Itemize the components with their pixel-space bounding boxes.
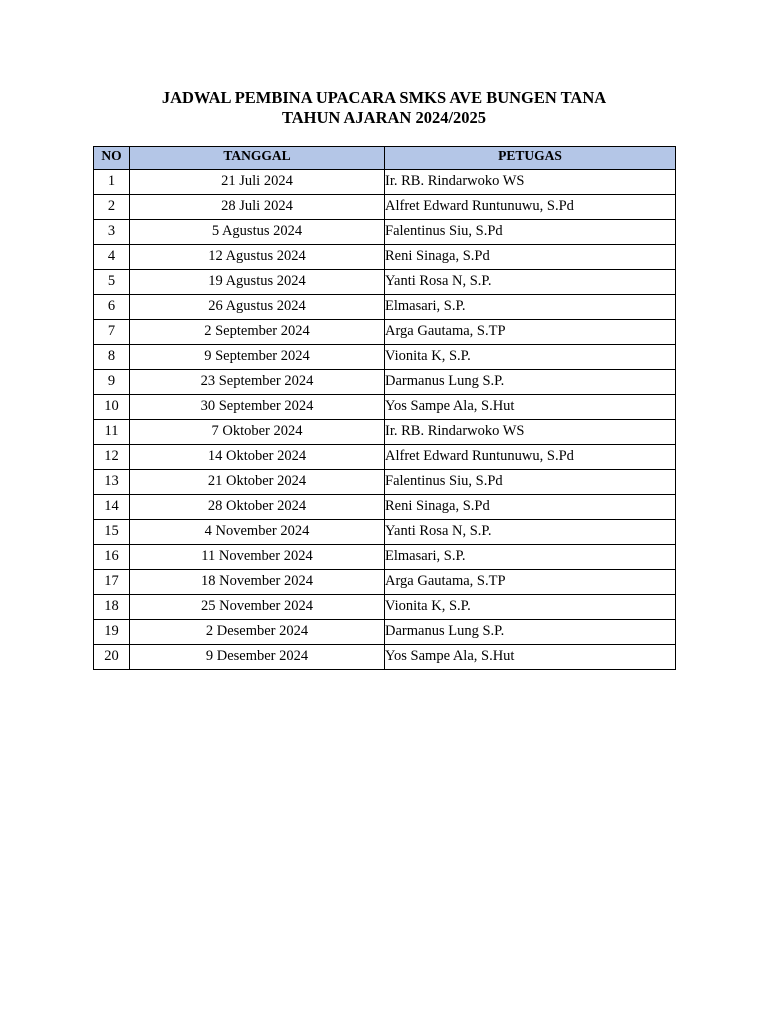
- table-row: [94, 295, 676, 320]
- date-cell: 12 Agustus 2024: [130, 245, 385, 270]
- schedule-table: [93, 146, 676, 670]
- row-number-cell: 18: [94, 595, 130, 620]
- table-row: [94, 345, 676, 370]
- officer-cell: Vionita K, S.P.: [385, 345, 676, 370]
- date-cell: 25 November 2024: [130, 595, 385, 620]
- table-row: [94, 170, 676, 195]
- row-number-cell: 4: [94, 245, 130, 270]
- officer-cell: Yos Sampe Ala, S.Hut: [385, 395, 676, 420]
- row-number-cell: 17: [94, 570, 130, 595]
- row-number-cell: 11: [94, 420, 130, 445]
- officer-cell: Arga Gautama, S.TP: [385, 320, 676, 345]
- officer-cell: Elmasari, S.P.: [385, 295, 676, 320]
- header-date: TANGGAL: [130, 147, 385, 170]
- header-row: [94, 147, 676, 170]
- row-number-cell: 6: [94, 295, 130, 320]
- table-row: [94, 220, 676, 245]
- table-row: [94, 245, 676, 270]
- date-cell: 2 Desember 2024: [130, 620, 385, 645]
- date-cell: 2 September 2024: [130, 320, 385, 345]
- officer-cell: Falentinus Siu, S.Pd: [385, 220, 676, 245]
- officer-cell: Vionita K, S.P.: [385, 595, 676, 620]
- date-cell: 26 Agustus 2024: [130, 295, 385, 320]
- row-number-cell: 13: [94, 470, 130, 495]
- row-number-cell: 2: [94, 195, 130, 220]
- row-number-cell: 8: [94, 345, 130, 370]
- date-cell: 14 Oktober 2024: [130, 445, 385, 470]
- row-number-cell: 14: [94, 495, 130, 520]
- table-row: [94, 545, 676, 570]
- row-number-cell: 15: [94, 520, 130, 545]
- date-cell: 19 Agustus 2024: [130, 270, 385, 295]
- header-officer: PETUGAS: [385, 147, 676, 170]
- table-row: [94, 195, 676, 220]
- row-number-cell: 9: [94, 370, 130, 395]
- table-row: [94, 420, 676, 445]
- officer-cell: Darmanus Lung S.P.: [385, 620, 676, 645]
- table-body: [94, 170, 676, 670]
- officer-cell: Yos Sampe Ala, S.Hut: [385, 645, 676, 670]
- officer-cell: Ir. RB. Rindarwoko WS: [385, 170, 676, 195]
- table-header: [94, 147, 676, 170]
- table-row: [94, 270, 676, 295]
- title-line-1: JADWAL PEMBINA UPACARA SMKS AVE BUNGEN TANA: [161, 88, 607, 107]
- row-number-cell: 3: [94, 220, 130, 245]
- officer-cell: Alfret Edward Runtunuwu, S.Pd: [385, 195, 676, 220]
- row-number-cell: 1: [94, 170, 130, 195]
- row-number-cell: 19: [94, 620, 130, 645]
- officer-cell: Alfret Edward Runtunuwu, S.Pd: [385, 445, 676, 470]
- officer-cell: Yanti Rosa N, S.P.: [385, 270, 676, 295]
- title-line-2: TAHUN AJARAN 2024/2025: [281, 108, 487, 127]
- table-row: [94, 470, 676, 495]
- header-no: NO: [94, 147, 130, 170]
- date-cell: 11 November 2024: [130, 545, 385, 570]
- officer-cell: Reni Sinaga, S.Pd: [385, 495, 676, 520]
- date-cell: 28 Juli 2024: [130, 195, 385, 220]
- table-row: [94, 520, 676, 545]
- row-number-cell: 7: [94, 320, 130, 345]
- table-row: [94, 395, 676, 420]
- page-title: [0, 88, 768, 128]
- date-cell: 23 September 2024: [130, 370, 385, 395]
- row-number-cell: 16: [94, 545, 130, 570]
- table-row: [94, 620, 676, 645]
- date-cell: 7 Oktober 2024: [130, 420, 385, 445]
- row-number-cell: 5: [94, 270, 130, 295]
- officer-cell: Ir. RB. Rindarwoko WS: [385, 420, 676, 445]
- table-row: [94, 595, 676, 620]
- table-row: [94, 645, 676, 670]
- table-row: [94, 495, 676, 520]
- date-cell: 18 November 2024: [130, 570, 385, 595]
- officer-cell: Elmasari, S.P.: [385, 545, 676, 570]
- date-cell: 21 Oktober 2024: [130, 470, 385, 495]
- row-number-cell: 10: [94, 395, 130, 420]
- date-cell: 4 November 2024: [130, 520, 385, 545]
- date-cell: 30 September 2024: [130, 395, 385, 420]
- officer-cell: Arga Gautama, S.TP: [385, 570, 676, 595]
- officer-cell: Darmanus Lung S.P.: [385, 370, 676, 395]
- date-cell: 28 Oktober 2024: [130, 495, 385, 520]
- table-row: [94, 445, 676, 470]
- date-cell: 9 September 2024: [130, 345, 385, 370]
- row-number-cell: 20: [94, 645, 130, 670]
- date-cell: 21 Juli 2024: [130, 170, 385, 195]
- row-number-cell: 12: [94, 445, 130, 470]
- table-row: [94, 320, 676, 345]
- date-cell: 5 Agustus 2024: [130, 220, 385, 245]
- table-row: [94, 370, 676, 395]
- officer-cell: Yanti Rosa N, S.P.: [385, 520, 676, 545]
- officer-cell: Reni Sinaga, S.Pd: [385, 245, 676, 270]
- date-cell: 9 Desember 2024: [130, 645, 385, 670]
- table-row: [94, 570, 676, 595]
- officer-cell: Falentinus Siu, S.Pd: [385, 470, 676, 495]
